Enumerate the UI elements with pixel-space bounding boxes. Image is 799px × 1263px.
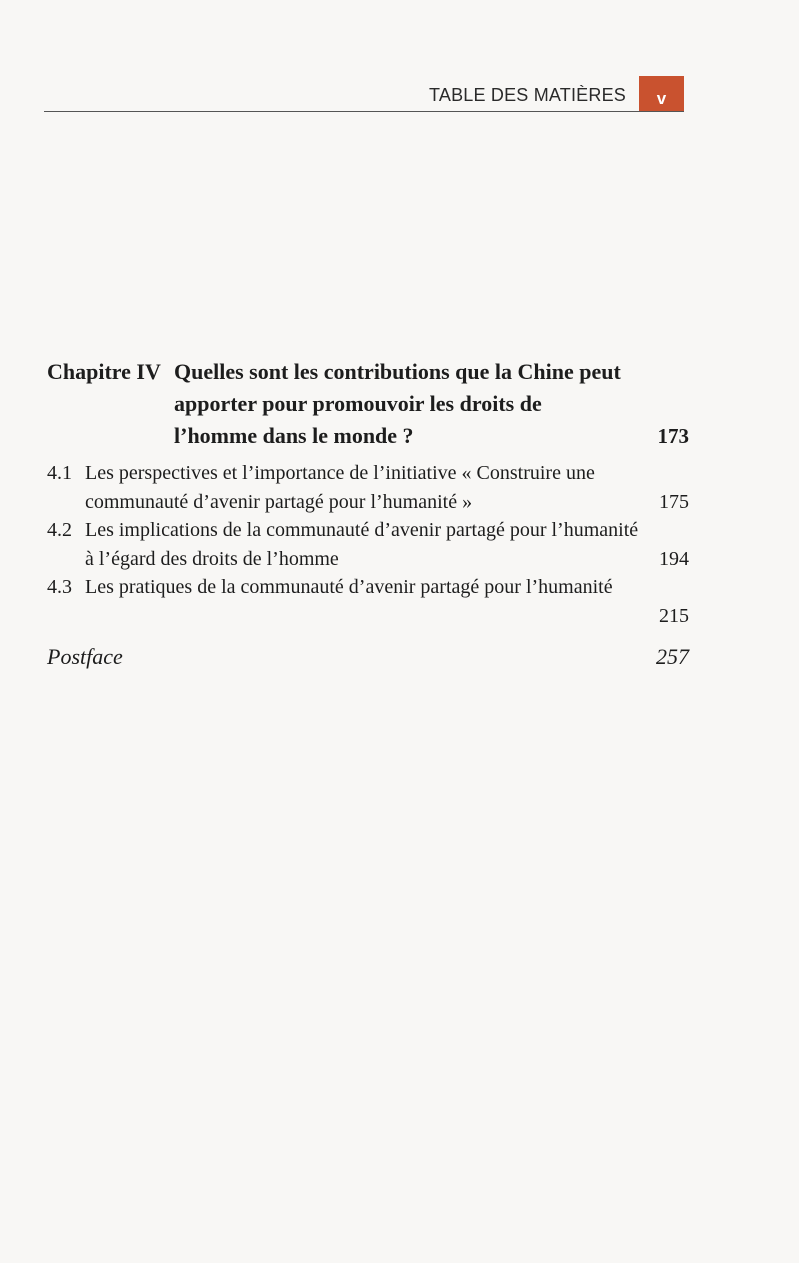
section-number: 4.1 bbox=[47, 462, 72, 484]
section-number: 4.3 bbox=[47, 576, 72, 598]
chapter-page-number: 173 bbox=[657, 424, 689, 448]
section-page-number: 194 bbox=[659, 548, 689, 570]
section-title: Les perspectives et l’importance de l’initiative « Construire une communauté d’avenir partagé pour l’humanité » bbox=[85, 462, 595, 513]
section-number: 4.2 bbox=[47, 519, 72, 541]
chapter-title: Quelles sont les contributions que la Chine peut apporter pour promouvoir les droits de l’homme dans le monde ? bbox=[174, 359, 621, 448]
table-of-contents bbox=[47, 356, 689, 675]
section-entry[interactable] bbox=[47, 573, 689, 630]
postface-label: Postface bbox=[47, 644, 123, 669]
running-header-title: TABLE DES MATIÈRES bbox=[429, 85, 626, 105]
page-number-badge: v bbox=[639, 76, 684, 112]
section-page-number: 215 bbox=[659, 605, 689, 627]
chapter-entry[interactable] bbox=[47, 356, 689, 452]
postface-page-number: 257 bbox=[656, 644, 689, 669]
chapter-label: Chapitre IV bbox=[47, 359, 161, 384]
section-title: Les implications de la communauté d’avenir partagé pour l’humanité à l’égard des droits de l’homme bbox=[85, 519, 639, 570]
section-entry[interactable] bbox=[47, 459, 689, 516]
postface-entry[interactable] bbox=[47, 641, 689, 675]
header-rule bbox=[44, 111, 684, 112]
section-entry[interactable] bbox=[47, 516, 689, 573]
running-header bbox=[44, 76, 684, 112]
section-title: Les pratiques de la communauté d’avenir partagé pour l’humanité bbox=[85, 576, 613, 598]
section-page-number: 175 bbox=[659, 491, 689, 513]
